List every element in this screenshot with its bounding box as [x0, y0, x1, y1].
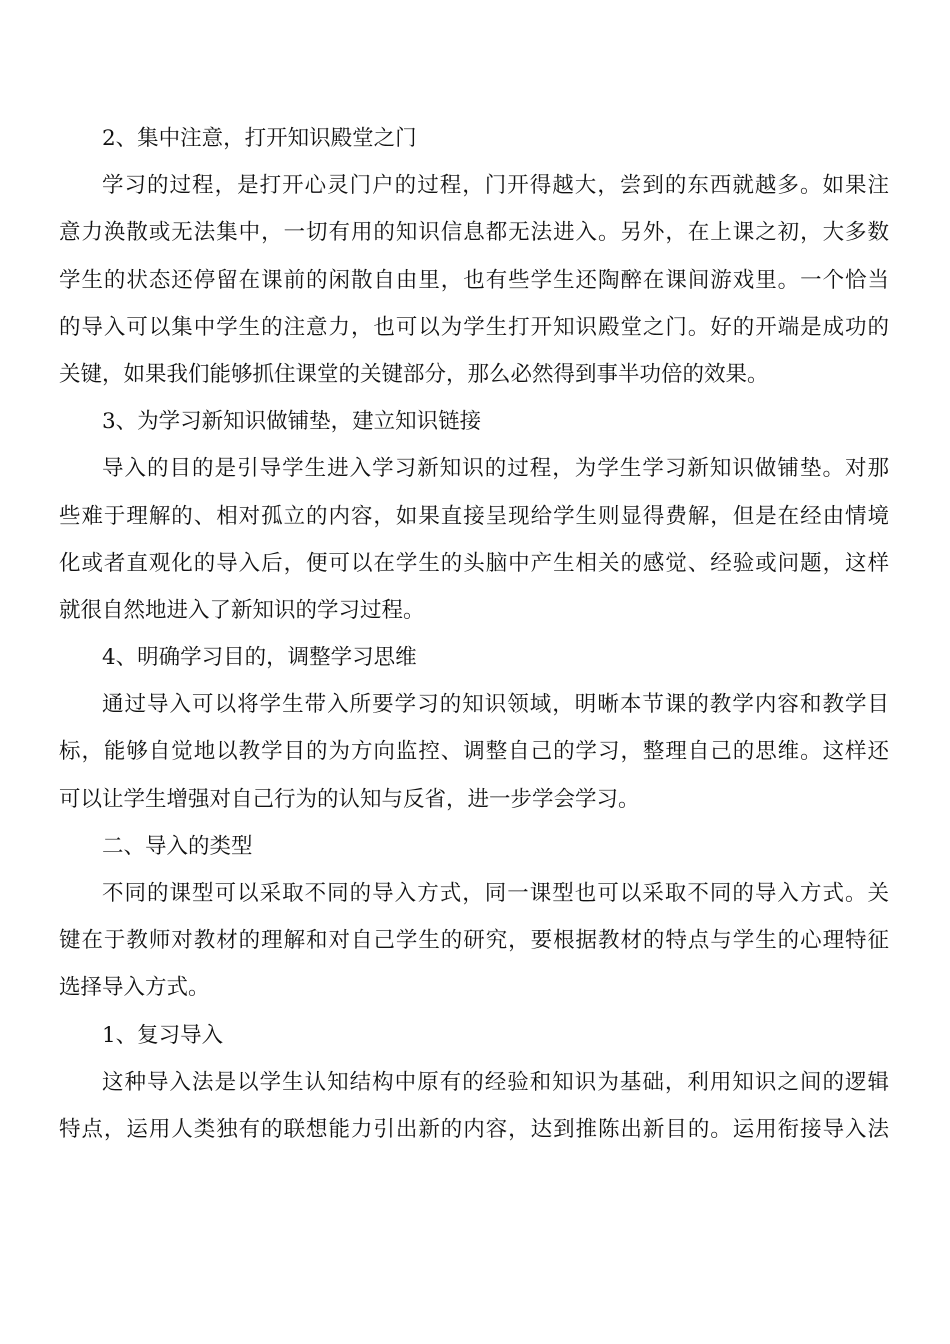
text-line: 意力涣散或无法集中，一切有用的知识信息都无法进入。另外，在上课之初，大多数	[59, 220, 889, 246]
text-line: 学生的状态还停留在课前的闲散自由里，也有些学生还陶醉在课间游戏里。一个恰当	[59, 267, 889, 293]
text-line: 键在于教师对教材的理解和对自己学生的研究，要根据教材的特点与学生的心理特征	[59, 928, 889, 954]
text-line: 4、明确学习目的，调整学习思维	[102, 645, 417, 671]
text-line: 化或者直观化的导入后，便可以在学生的头脑中产生相关的感觉、经验或问题，这样	[59, 550, 889, 576]
text-line: 特点，运用人类独有的联想能力引出新的内容，达到推陈出新目的。运用衔接导入法	[59, 1116, 889, 1142]
text-line: 选择导入方式。	[59, 975, 210, 1001]
text-line: 就很自然地进入了新知识的学习过程。	[59, 597, 425, 623]
text-line: 这种导入法是以学生认知结构中原有的经验和知识为基础，利用知识之间的逻辑	[102, 1069, 889, 1095]
text-line: 标，能够自觉地以教学目的为方向监控、调整自己的学习，整理自己的思维。这样还	[59, 739, 889, 765]
text-line: 可以让学生增强对自己行为的认知与反省，进一步学会学习。	[59, 786, 640, 812]
text-line: 2、集中注意，打开知识殿堂之门	[102, 126, 417, 151]
text-line: 二、导入的类型	[102, 833, 253, 859]
text-line: 学习的过程，是打开心灵门户的过程，门开得越大，尝到的东西就越多。如果注	[102, 173, 889, 199]
text-line: 导入的目的是引导学生进入学习新知识的过程，为学生学习新知识做铺垫。对那	[102, 456, 889, 482]
text-line: 关键，如果我们能够抓住课堂的关键部分，那么必然得到事半功倍的效果。	[59, 361, 769, 387]
text-line: 1、复习导入	[102, 1022, 224, 1048]
text-line: 通过导入可以将学生带入所要学习的知识领域，明晰本节课的教学内容和教学目	[102, 692, 889, 718]
text-line: 3、为学习新知识做铺垫，建立知识链接	[102, 409, 482, 435]
text-line: 不同的课型可以采取不同的导入方式，同一课型也可以采取不同的导入方式。关	[102, 881, 889, 906]
text-line: 些难于理解的、相对孤立的内容，如果直接呈现给学生则显得费解，但是在经由情境	[59, 503, 889, 529]
text-line: 的导入可以集中学生的注意力，也可以为学生打开知识殿堂之门。好的开端是成功的	[59, 314, 889, 340]
document-body	[59, 115, 889, 1153]
